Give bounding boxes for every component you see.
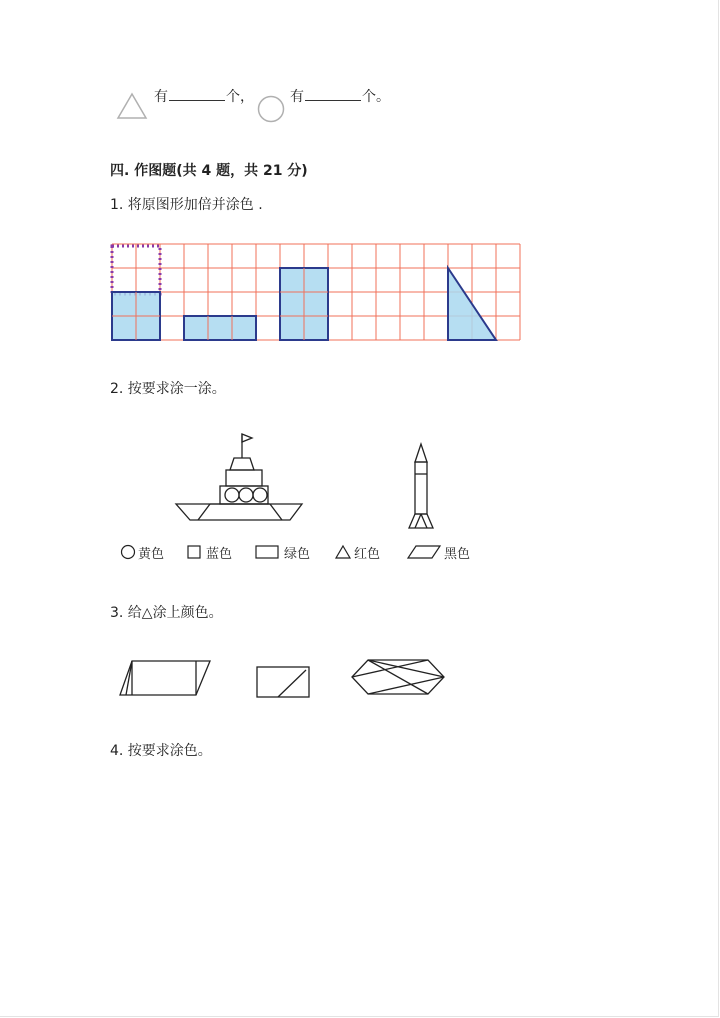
circle-count-prefix: 有	[290, 89, 304, 105]
circle-icon	[256, 94, 286, 124]
rocket-nose	[415, 444, 427, 462]
doubling-grid	[108, 242, 522, 342]
boat-hull	[176, 504, 302, 520]
boat-flag	[242, 434, 252, 442]
boat-top-cabin	[230, 458, 254, 470]
circle-count-blank[interactable]	[305, 88, 361, 101]
boat-porthole-3	[253, 488, 267, 502]
legend-circle-icon	[120, 544, 136, 560]
rectangle-diagonal-figure	[254, 664, 312, 700]
boat-porthole-1	[225, 488, 239, 502]
boat-porthole-2	[239, 488, 253, 502]
legend-parallelogram-text: 黑色	[444, 547, 471, 562]
legend-parallelogram-icon	[406, 544, 442, 560]
question-4-label: 4. 按要求涂色。	[110, 743, 212, 759]
triangle-icon	[116, 92, 148, 120]
rocket-body	[415, 462, 427, 514]
circle-count-line	[290, 88, 390, 106]
question-2-label: 2. 按要求涂一涂。	[110, 381, 226, 397]
question-3-label: 3. 给△涂上颜色。	[110, 605, 223, 621]
circle-count-suffix: 个。	[362, 89, 390, 105]
legend-square-text: 蓝色	[206, 547, 233, 562]
legend-square-icon	[186, 544, 204, 560]
legend-rectangle-text: 绿色	[284, 547, 311, 562]
question-1-label: 1. 将原图形加倍并涂色 .	[110, 197, 263, 213]
legend-circle-text: 黄色	[138, 547, 165, 562]
rocket-base	[409, 514, 433, 528]
parallelogram-figure	[118, 658, 212, 698]
legend-rectangle-icon	[254, 544, 280, 560]
triangle-count-line	[154, 88, 254, 106]
boat-cabin	[226, 470, 262, 486]
triangle-count-suffix: 个，	[226, 89, 254, 105]
hexagon-figure	[350, 656, 446, 698]
given-rectangle	[184, 316, 256, 340]
legend-triangle-icon	[334, 544, 352, 560]
triangle-count-blank[interactable]	[169, 88, 225, 101]
rocket-figure	[404, 440, 438, 532]
legend-triangle-text: 红色	[354, 547, 381, 562]
boat-figure	[170, 430, 310, 522]
section-title: 四. 作图题(共 4 题，共 21 分)	[110, 163, 308, 179]
color-legend	[118, 542, 498, 564]
triangle-count-prefix: 有	[154, 89, 168, 105]
